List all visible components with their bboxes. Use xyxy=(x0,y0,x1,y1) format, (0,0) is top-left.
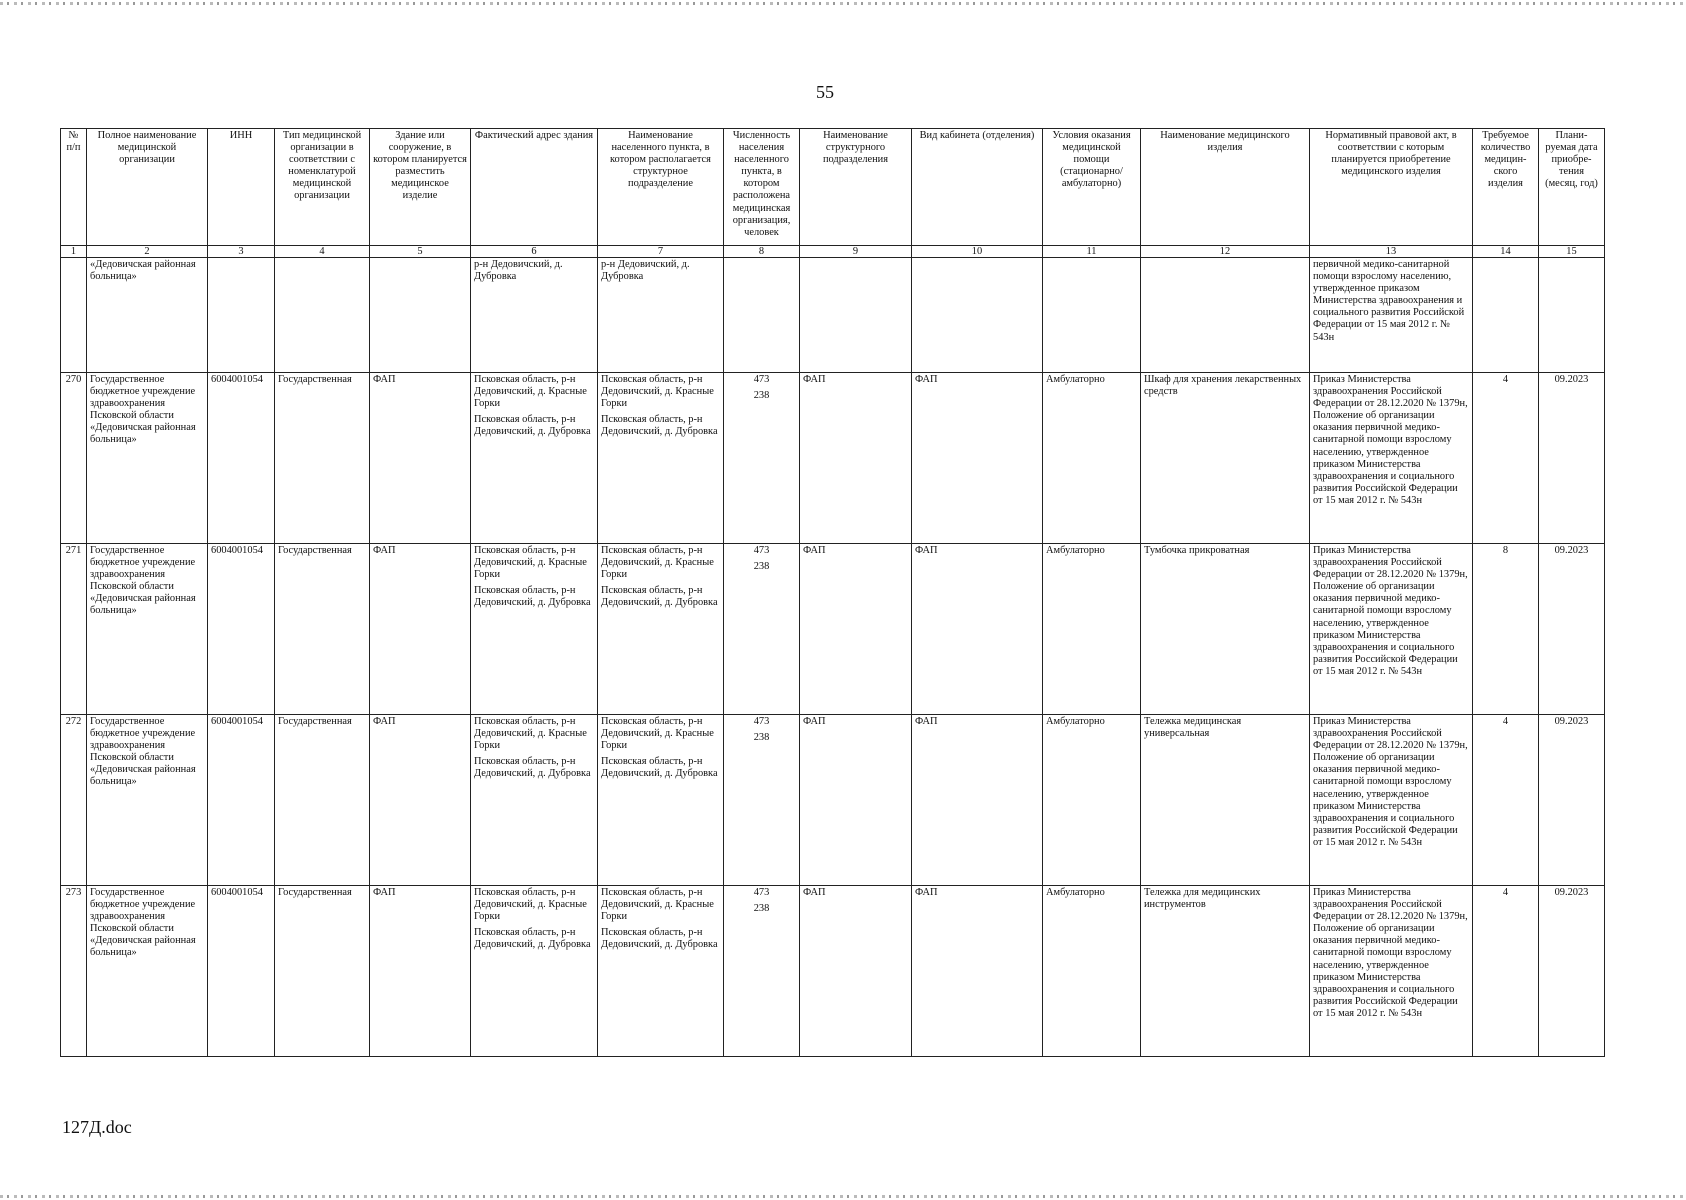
address-cell xyxy=(471,715,598,886)
column-number: 15 xyxy=(1539,246,1605,258)
device-cell: Шкаф для хранения лекарственных средств xyxy=(1141,373,1310,544)
settlement-line: Псковская область, р-н Дедовичский, д. Дубровка xyxy=(601,927,718,951)
settlement-line: Псковская область, р-н Дедовичский, д. Красные Горки xyxy=(601,716,714,752)
column-number: 14 xyxy=(1473,246,1539,258)
header-cell: Полное наименование медицинской организации xyxy=(87,129,208,246)
table-row xyxy=(61,373,1605,544)
address-line: Псковская область, р-н Дедовичский, д. Красные Горки xyxy=(474,374,587,410)
legal-act-cell: Приказ Министерства здравоохранения Российской Федерации от 28.12.2020 № 1379н, Положение об организации оказания первичной медико-санитарной помощи взрослому населению, утвержденное приказом Министерства здравоохранения и социального развития Российской Федерации от 15 мая 2012 г. № 543н xyxy=(1310,544,1473,715)
population-value: 473 xyxy=(753,887,770,898)
org-type-cell: Государственная xyxy=(275,373,370,544)
header-cell: Численность населения населенного пункта, в котором расположена медицинская организация, человек xyxy=(724,129,800,246)
settlement-line: Псковская область, р-н Дедовичский, д. Красные Горки xyxy=(601,374,714,410)
inn-cell: 6004001054 xyxy=(208,544,275,715)
settlement-line: Псковская область, р-н Дедовичский, д. Дубровка xyxy=(601,756,718,780)
unit-cell: ФАП xyxy=(800,373,912,544)
legal-act-cell: Приказ Министерства здравоохранения Российской Федерации от 28.12.2020 № 1379н, Положение об организации оказания первичной медико-санитарной помощи взрослому населению, утвержденное приказом Министерства здравоохранения и социального развития Российской Федерации от 15 мая 2012 г. № 543н xyxy=(1310,886,1473,1057)
org-name-cell: Государственное бюджетное учреждение здравоохранения Псковской области «Дедовичская районная больница» xyxy=(87,715,208,886)
address-cell: р-н Дедовичский, д. Дубровка xyxy=(471,258,598,373)
table-row xyxy=(61,715,1605,886)
org-name-cell: Государственное бюджетное учреждение здравоохранения Псковской области «Дедовичская районная больница» xyxy=(87,886,208,1057)
unit-cell: ФАП xyxy=(800,715,912,886)
population-cell xyxy=(724,886,800,1057)
column-number: 7 xyxy=(598,246,724,258)
org-type-cell: Государственная xyxy=(275,886,370,1057)
address-line: Псковская область, р-н Дедовичский, д. Дубровка xyxy=(474,414,591,438)
population-value: 473 xyxy=(753,716,770,727)
conditions-cell: Амбулаторно xyxy=(1043,373,1141,544)
row-number: 270 xyxy=(61,373,87,544)
org-name-cell: Государственное бюджетное учреждение здравоохранения Псковской области «Дедовичская районная больница» xyxy=(87,373,208,544)
cabinet-cell: ФАП xyxy=(912,715,1043,886)
address-line: Псковская область, р-н Дедовичский, д. Красные Горки xyxy=(474,716,587,752)
equipment-table xyxy=(60,128,1605,1057)
settlement-cell xyxy=(598,544,724,715)
column-number: 8 xyxy=(724,246,800,258)
quantity-cell: 4 xyxy=(1473,373,1539,544)
column-number: 6 xyxy=(471,246,598,258)
header-cell: Нормативный правовой акт, в соответствии с которым планируется приобретение медицинского изделия xyxy=(1310,129,1473,246)
building-cell: ФАП xyxy=(370,715,471,886)
unit-cell: ФАП xyxy=(800,886,912,1057)
settlement-line: Псковская область, р-н Дедовичский, д. Красные Горки xyxy=(601,545,714,581)
population-cell xyxy=(724,373,800,544)
header-cell: Наименование структурного подразделения xyxy=(800,129,912,246)
unit-cell: ФАП xyxy=(800,544,912,715)
settlement-cell xyxy=(598,715,724,886)
org-type-cell: Государственная xyxy=(275,715,370,886)
settlement-line: Псковская область, р-н Дедовичский, д. Дубровка xyxy=(601,414,718,438)
inn-cell: 6004001054 xyxy=(208,715,275,886)
column-number: 4 xyxy=(275,246,370,258)
column-number: 3 xyxy=(208,246,275,258)
population-value: 238 xyxy=(753,903,770,915)
address-line: Псковская область, р-н Дедовичский, д. Красные Горки xyxy=(474,545,587,581)
column-number: 13 xyxy=(1310,246,1473,258)
building-cell: ФАП xyxy=(370,373,471,544)
header-cell: ИНН xyxy=(208,129,275,246)
continuation-row xyxy=(61,258,1605,373)
column-number: 1 xyxy=(61,246,87,258)
settlement-cell xyxy=(598,886,724,1057)
conditions-cell: Амбулаторно xyxy=(1043,544,1141,715)
column-number: 5 xyxy=(370,246,471,258)
scan-edge-top xyxy=(0,2,1686,5)
column-number: 10 xyxy=(912,246,1043,258)
address-line: Псковская область, р-н Дедовичский, д. Дубровка xyxy=(474,585,591,609)
settlement-line: Псковская область, р-н Дедовичский, д. Дубровка xyxy=(601,585,718,609)
population-value: 473 xyxy=(753,374,770,385)
population-value: 473 xyxy=(753,545,770,556)
quantity-cell: 4 xyxy=(1473,886,1539,1057)
cabinet-cell: ФАП xyxy=(912,544,1043,715)
building-cell: ФАП xyxy=(370,544,471,715)
address-line: Псковская область, р-н Дедовичский, д. Красные Горки xyxy=(474,887,587,923)
footer-filename: 127Д.doc xyxy=(62,1117,132,1137)
address-line: Псковская область, р-н Дедовичский, д. Дубровка xyxy=(474,927,591,951)
legal-act-cell: первичной медико-санитарной помощи взрослому населению, утвержденное приказом Министерства здравоохранения и социального развития Российской Федерации от 15 мая 2012 г. № 543н xyxy=(1310,258,1473,373)
header-cell: Вид кабинета (отделения) xyxy=(912,129,1043,246)
date-cell: 09.2023 xyxy=(1539,373,1605,544)
address-cell xyxy=(471,373,598,544)
population-cell xyxy=(724,715,800,886)
settlement-cell xyxy=(598,373,724,544)
quantity-cell: 8 xyxy=(1473,544,1539,715)
settlement-line: Псковская область, р-н Дедовичский, д. Красные Горки xyxy=(601,887,714,923)
table-row xyxy=(61,886,1605,1057)
org-name-cell: «Дедовичская районная больница» xyxy=(87,258,208,373)
cabinet-cell: ФАП xyxy=(912,886,1043,1057)
conditions-cell: Амбулаторно xyxy=(1043,886,1141,1057)
page-number: 55 xyxy=(816,82,834,102)
date-cell: 09.2023 xyxy=(1539,886,1605,1057)
org-type-cell: Государственная xyxy=(275,544,370,715)
column-number-row xyxy=(61,246,1605,258)
building-cell: ФАП xyxy=(370,886,471,1057)
header-cell: № п/п xyxy=(61,129,87,246)
header-cell: Условия оказания медицинской помощи (стационарно/ амбулаторно) xyxy=(1043,129,1141,246)
inn-cell: 6004001054 xyxy=(208,886,275,1057)
settlement-cell: р-н Дедовичский, д. Дубровка xyxy=(598,258,724,373)
column-number: 11 xyxy=(1043,246,1141,258)
header-cell: Фактический адрес здания xyxy=(471,129,598,246)
header-cell: Наименование медицинского изделия xyxy=(1141,129,1310,246)
population-cell xyxy=(724,544,800,715)
address-line: Псковская область, р-н Дедовичский, д. Дубровка xyxy=(474,756,591,780)
device-cell: Тележка медицинская универсальная xyxy=(1141,715,1310,886)
population-value: 238 xyxy=(753,561,770,573)
header-cell: Наименование населенного пункта, в котором располагается структурное подразделение xyxy=(598,129,724,246)
row-number: 273 xyxy=(61,886,87,1057)
column-number: 2 xyxy=(87,246,208,258)
header-cell: Плани-руемая дата приобре-тения (месяц, год) xyxy=(1539,129,1605,246)
legal-act-cell: Приказ Министерства здравоохранения Российской Федерации от 28.12.2020 № 1379н, Положение об организации оказания первичной медико-санитарной помощи взрослому населению, утвержденное приказом Министерства здравоохранения и социального развития Российской Федерации от 15 мая 2012 г. № 543н xyxy=(1310,715,1473,886)
row-number: 272 xyxy=(61,715,87,886)
population-value: 238 xyxy=(753,732,770,744)
table-row xyxy=(61,544,1605,715)
header-cell: Здание или сооружение, в котором планируется разместить медицинское изделие xyxy=(370,129,471,246)
date-cell: 09.2023 xyxy=(1539,544,1605,715)
date-cell: 09.2023 xyxy=(1539,715,1605,886)
device-cell: Тумбочка прикроватная xyxy=(1141,544,1310,715)
cabinet-cell: ФАП xyxy=(912,373,1043,544)
inn-cell: 6004001054 xyxy=(208,373,275,544)
legal-act-cell: Приказ Министерства здравоохранения Российской Федерации от 28.12.2020 № 1379н, Положение об организации оказания первичной медико-санитарной помощи взрослому населению, утвержденное приказом Министерства здравоохранения и социального развития Российской Федерации от 15 мая 2012 г. № 543н xyxy=(1310,373,1473,544)
row-number: 271 xyxy=(61,544,87,715)
address-cell xyxy=(471,544,598,715)
population-value: 238 xyxy=(753,390,770,402)
device-cell: Тележка для медицинских инструментов xyxy=(1141,886,1310,1057)
column-number: 9 xyxy=(800,246,912,258)
quantity-cell: 4 xyxy=(1473,715,1539,886)
column-number: 12 xyxy=(1141,246,1310,258)
conditions-cell: Амбулаторно xyxy=(1043,715,1141,886)
header-cell: Требуемое количество медицин-ского изделия xyxy=(1473,129,1539,246)
table-header xyxy=(61,129,1605,246)
org-name-cell: Государственное бюджетное учреждение здравоохранения Псковской области «Дедовичская районная больница» xyxy=(87,544,208,715)
scan-edge-bottom xyxy=(0,1195,1686,1198)
header-cell: Тип медицинской организации в соответствии с номенклатурой медицинской организации xyxy=(275,129,370,246)
address-cell xyxy=(471,886,598,1057)
